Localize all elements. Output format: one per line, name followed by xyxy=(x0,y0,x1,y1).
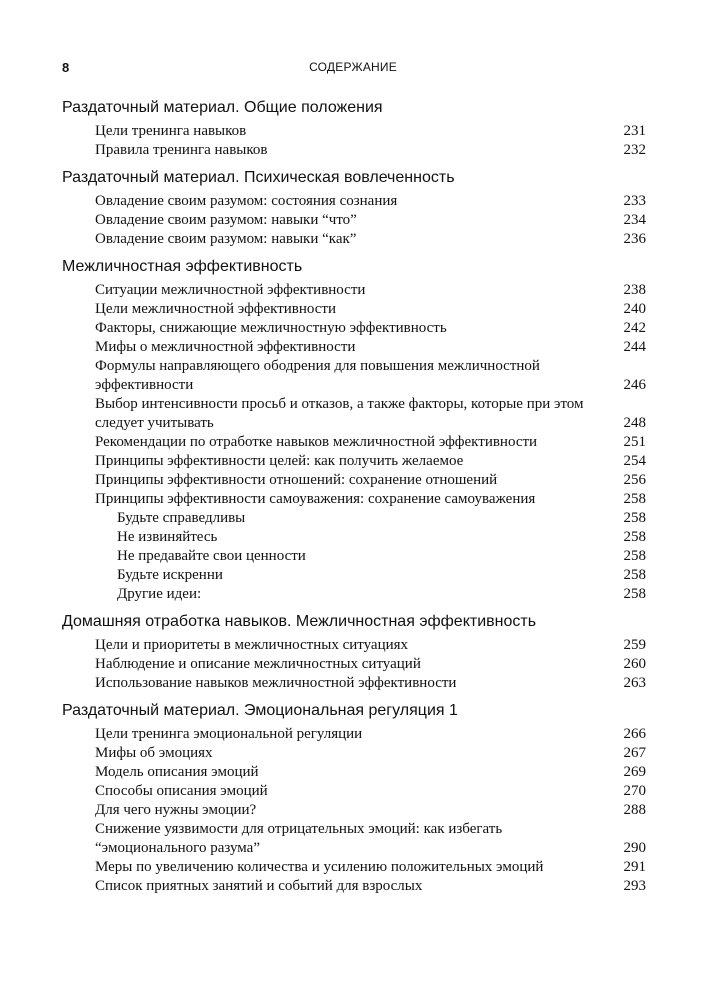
toc-entry xyxy=(62,674,646,693)
table-of-contents xyxy=(62,98,646,904)
entry-title: Будьте справедливы xyxy=(117,510,246,526)
toc-entry xyxy=(62,877,646,896)
entry-page-number: 254 xyxy=(623,453,646,469)
entry-page-number: 267 xyxy=(623,745,646,761)
entry-page-number: 231 xyxy=(623,123,646,139)
entry-title: Для чего нужны эмоции? xyxy=(95,802,257,818)
entry-page-number: 291 xyxy=(623,859,646,875)
section-title: Межличностная эффективность xyxy=(62,258,303,275)
entry-page-number: 263 xyxy=(623,675,646,691)
entry-title: Рекомендации по отработке навыков межличностной эффективности xyxy=(95,434,538,450)
entry-page-number: 251 xyxy=(623,434,646,450)
toc-subentry xyxy=(62,585,646,604)
entry-page-number: 258 xyxy=(623,510,646,526)
toc-entry-list xyxy=(62,725,646,896)
entry-title: Овладение своим разумом: навыки “что” xyxy=(95,212,357,228)
entry-title: Снижение уязвимости для отрицательных эмоций: как избегать “эмоционального разума” xyxy=(95,821,503,856)
entry-page-number: 266 xyxy=(623,726,646,742)
toc-entry xyxy=(62,471,646,490)
page-header xyxy=(62,60,644,78)
entry-title: Правила тренинга навыков xyxy=(95,142,268,158)
entry-page-number: 244 xyxy=(623,339,646,355)
entry-title: Формулы направляющего ободрения для повышения межличностной эффективности xyxy=(95,358,540,393)
entry-page-number: 246 xyxy=(623,377,646,393)
entry-title: Цели тренинга навыков xyxy=(95,123,247,139)
entry-title: Способы описания эмоций xyxy=(95,783,268,799)
toc-entry xyxy=(62,801,646,820)
entry-page-number: 240 xyxy=(623,301,646,317)
entry-page-number: 258 xyxy=(623,567,646,583)
section-title: Раздаточный материал. Психическая вовлеченность xyxy=(62,169,455,186)
toc-entry xyxy=(62,230,646,249)
entry-page-number: 256 xyxy=(623,472,646,488)
toc-section xyxy=(62,98,646,160)
entry-page-number: 233 xyxy=(623,193,646,209)
toc-entry xyxy=(62,338,646,357)
entry-page-number: 258 xyxy=(623,529,646,545)
entry-title: Меры по увеличению количества и усилению положительных эмоций xyxy=(95,859,544,875)
entry-title: Овладение своим разумом: навыки “как” xyxy=(95,231,357,247)
entry-title: Принципы эффективности отношений: сохранение отношений xyxy=(95,472,498,488)
entry-title: Факторы, снижающие межличностную эффективность xyxy=(95,320,447,336)
entry-page-number: 288 xyxy=(623,802,646,818)
entry-title: Выбор интенсивности просьб и отказов, а также факторы, которые при этом следует учитывать xyxy=(95,396,584,431)
toc-entry xyxy=(62,211,646,230)
toc-entry xyxy=(62,192,646,211)
entry-page-number: 290 xyxy=(623,840,646,856)
toc-subentry xyxy=(62,528,646,547)
toc-entry-list xyxy=(62,122,646,160)
toc-entry xyxy=(62,300,646,319)
entry-title: Не предавайте свои ценности xyxy=(117,548,306,564)
toc-entry xyxy=(62,820,646,858)
entry-title: Использование навыков межличностной эффективности xyxy=(95,675,457,691)
entry-page-number: 242 xyxy=(623,320,646,336)
entry-page-number: 232 xyxy=(623,142,646,158)
toc-entry xyxy=(62,636,646,655)
toc-subentry xyxy=(62,547,646,566)
entry-page-number: 236 xyxy=(623,231,646,247)
entry-page-number: 269 xyxy=(623,764,646,780)
toc-entry xyxy=(62,141,646,160)
toc-entry xyxy=(62,490,646,509)
toc-entry-list xyxy=(62,281,646,604)
toc-entry-list xyxy=(62,636,646,693)
entry-page-number: 259 xyxy=(623,637,646,653)
entry-title: Список приятных занятий и событий для взрослых xyxy=(95,878,423,894)
entry-page-number: 248 xyxy=(623,415,646,431)
entry-title: Мифы о межличностной эффективности xyxy=(95,339,356,355)
entry-title: Будьте искренни xyxy=(117,567,223,583)
toc-entry xyxy=(62,395,646,433)
toc-entry xyxy=(62,281,646,300)
toc-entry xyxy=(62,782,646,801)
section-title: Домашняя отработка навыков. Межличностная эффективность xyxy=(62,613,537,630)
toc-section xyxy=(62,168,646,249)
toc-entry-list xyxy=(62,192,646,249)
toc-entry xyxy=(62,357,646,395)
entry-title: Овладение своим разумом: состояния сознания xyxy=(95,193,398,209)
entry-title: Другие идеи: xyxy=(117,586,202,602)
running-title: СОДЕРЖАНИЕ xyxy=(309,60,397,74)
entry-page-number: 293 xyxy=(623,878,646,894)
toc-subentry xyxy=(62,566,646,585)
entry-title: Принципы эффективности целей: как получить желаемое xyxy=(95,453,464,469)
section-title: Раздаточный материал. Общие положения xyxy=(62,99,383,116)
entry-page-number: 234 xyxy=(623,212,646,228)
toc-entry xyxy=(62,319,646,338)
entry-title: Цели и приоритеты в межличностных ситуациях xyxy=(95,637,409,653)
toc-entry xyxy=(62,763,646,782)
entry-title: Цели межличностной эффективности xyxy=(95,301,336,317)
entry-title: Ситуации межличностной эффективности xyxy=(95,282,366,298)
toc-entry xyxy=(62,122,646,141)
toc-entry xyxy=(62,725,646,744)
entry-page-number: 260 xyxy=(623,656,646,672)
entry-title: Наблюдение и описание межличностных ситуаций xyxy=(95,656,421,672)
toc-section xyxy=(62,257,646,604)
toc-section xyxy=(62,701,646,896)
toc-entry xyxy=(62,452,646,471)
entry-page-number: 258 xyxy=(623,586,646,602)
entry-page-number: 258 xyxy=(623,491,646,507)
toc-entry xyxy=(62,433,646,452)
entry-page-number: 238 xyxy=(623,282,646,298)
page-number: 8 xyxy=(62,60,70,75)
toc-entry xyxy=(62,858,646,877)
toc-section xyxy=(62,612,646,693)
toc-entry xyxy=(62,655,646,674)
toc-entry xyxy=(62,744,646,763)
entry-title: Мифы об эмоциях xyxy=(95,745,213,761)
entry-title: Цели тренинга эмоциональной регуляции xyxy=(95,726,363,742)
entry-page-number: 270 xyxy=(623,783,646,799)
entry-title: Модель описания эмоций xyxy=(95,764,259,780)
toc-subentry xyxy=(62,509,646,528)
entry-title: Принципы эффективности самоуважения: сохранение самоуважения xyxy=(95,491,536,507)
entry-title: Не извиняйтесь xyxy=(117,529,218,545)
section-title: Раздаточный материал. Эмоциональная регуляция 1 xyxy=(62,702,458,719)
entry-page-number: 258 xyxy=(623,548,646,564)
